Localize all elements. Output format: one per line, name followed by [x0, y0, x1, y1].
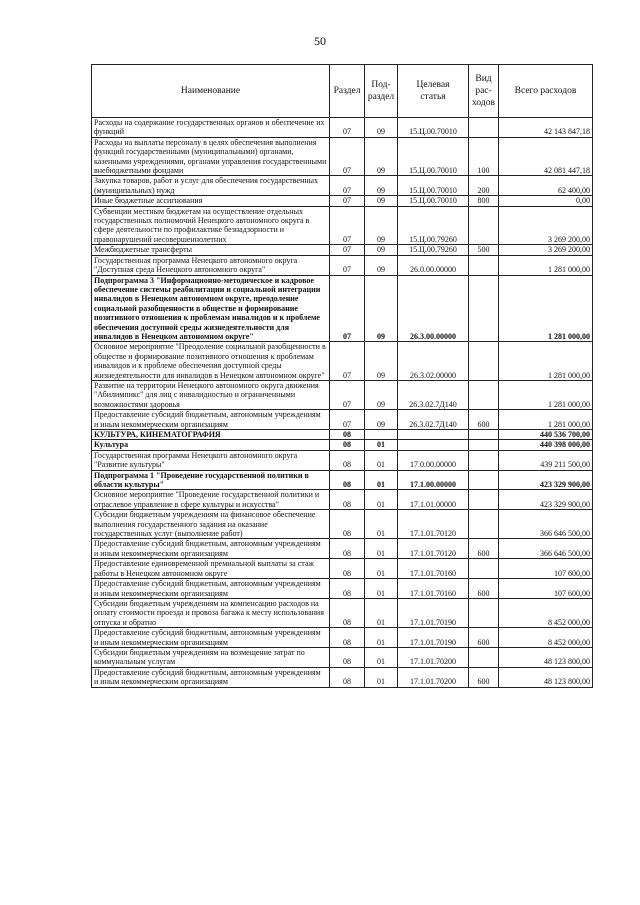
budget-table [91, 64, 593, 688]
row-total: 8 452 000,00 [499, 598, 593, 627]
row-total: 366 646 500,00 [499, 539, 593, 559]
row-subsection: 09 [365, 245, 398, 255]
row-name: Предоставление субсидий бюджетным, автономным учреждениям и иным некоммерческим организациям [92, 410, 330, 430]
row-total: 1 281 000,00 [499, 342, 593, 381]
row-total: 3 269 200,00 [499, 206, 593, 245]
row-target: 17.1.01.70190 [398, 598, 469, 627]
row-subsection: 09 [365, 118, 398, 138]
header-total: Всего расходов [499, 65, 593, 118]
table-row [92, 245, 593, 255]
row-total: 1 281 000,00 [499, 275, 593, 342]
row-section: 08 [330, 510, 365, 539]
row-expense-type [469, 430, 499, 440]
row-total: 48 123 800,00 [499, 647, 593, 667]
table-row [92, 430, 593, 440]
row-subsection: 01 [365, 628, 398, 648]
table-row [92, 490, 593, 510]
row-name: Иные бюджетные ассигнования [92, 196, 330, 206]
table-row [92, 539, 593, 559]
page-number: 50 [314, 34, 326, 48]
table-row [92, 628, 593, 648]
row-name: Межбюджетные трансферты [92, 245, 330, 255]
row-section: 08 [330, 490, 365, 510]
row-expense-type [469, 647, 499, 667]
row-name: Культура [92, 440, 330, 450]
row-subsection: 01 [365, 559, 398, 579]
row-total: 440 398 000,00 [499, 440, 593, 450]
table-row [92, 275, 593, 342]
table-row [92, 255, 593, 275]
row-target: 26.3.02.7Д140 [398, 410, 469, 430]
table-row [92, 410, 593, 430]
row-subsection: 01 [365, 667, 398, 687]
table-row [92, 559, 593, 579]
row-subsection: 01 [365, 490, 398, 510]
table-row [92, 510, 593, 539]
header-target: Целевая статья [398, 65, 469, 118]
row-target [398, 430, 469, 440]
row-subsection: 09 [365, 342, 398, 381]
row-target: 17.1.01.70190 [398, 628, 469, 648]
row-expense-type [469, 118, 499, 138]
row-total: 107 600,00 [499, 559, 593, 579]
row-name: Предоставление субсидий бюджетным, автономным учреждениям и иным некоммерческим организациям [92, 539, 330, 559]
table-row [92, 440, 593, 450]
row-name: Предоставление субсидий бюджетным, автономным учреждениям и иным некоммерческим организациям [92, 579, 330, 599]
row-total: 1 281 000,00 [499, 255, 593, 275]
row-name: Субвенции местным бюджетам на осуществление отдельных государственных полномочий Ненецкого автономного округа в сфере деятельности по профилактике безнадзорности и правонарушений несовершеннолетних [92, 206, 330, 245]
header-expense-type: Вид рас- ходов [469, 65, 499, 118]
row-expense-type: 600 [469, 579, 499, 599]
table-row [92, 579, 593, 599]
table-row [92, 470, 593, 490]
row-expense-type: 600 [469, 667, 499, 687]
row-name: Основное мероприятие "Преодоление социальной разобщенности в обществе и формирование позитивного отношения к проблемам инвалидов и к проблеме обеспечения доступной среды жизнедеятельности для инвалидов в Ненецком автономном округе" [92, 342, 330, 381]
row-subsection: 09 [365, 410, 398, 430]
row-target: 15.Ц.00.70010 [398, 196, 469, 206]
row-target: 15.Ц.00.70010 [398, 118, 469, 138]
row-target: 26.0.00.00000 [398, 255, 469, 275]
row-target: 17.1.01.70200 [398, 647, 469, 667]
row-section: 07 [330, 342, 365, 381]
row-subsection: 09 [365, 255, 398, 275]
row-name: Основное мероприятие "Проведение государственной политики и отраслевое управление в сфере культуры и искусства" [92, 490, 330, 510]
row-name: Развитие на территории Ненецкого автономного округа движения "Абилимпикс" для лиц с инвалидностью и ограниченными возможностями здоровья [92, 380, 330, 409]
header-section: Раздел [330, 65, 365, 118]
row-expense-type [469, 490, 499, 510]
row-section: 07 [330, 176, 365, 196]
row-expense-type [469, 380, 499, 409]
row-section: 08 [330, 470, 365, 490]
row-total: 440 536 700,00 [499, 430, 593, 440]
row-subsection: 09 [365, 206, 398, 245]
row-target: 26.3.02.7Д140 [398, 380, 469, 409]
row-subsection: 01 [365, 510, 398, 539]
row-expense-type: 200 [469, 176, 499, 196]
row-section: 07 [330, 137, 365, 176]
table-row [92, 450, 593, 470]
row-name: Расходы на содержание государственных органов и обеспечение их функций [92, 118, 330, 138]
row-expense-type: 600 [469, 410, 499, 430]
row-section: 08 [330, 647, 365, 667]
row-total: 1 281 000,00 [499, 380, 593, 409]
row-target: 17.1.01.70120 [398, 510, 469, 539]
row-subsection [365, 430, 398, 440]
row-total: 8 452 000,00 [499, 628, 593, 648]
row-section: 08 [330, 430, 365, 440]
row-name: Подпрограмма 1 "Проведение государственной политики в области культуры" [92, 470, 330, 490]
row-subsection: 01 [365, 470, 398, 490]
row-subsection: 09 [365, 380, 398, 409]
table-row [92, 667, 593, 687]
row-total: 366 646 500,00 [499, 510, 593, 539]
row-subsection: 01 [365, 450, 398, 470]
row-subsection: 01 [365, 539, 398, 559]
table-row [92, 647, 593, 667]
row-target: 17.0.00.00000 [398, 450, 469, 470]
row-name: Субсидии бюджетным учреждениям на финансовое обеспечение выполнения государственного задания на оказание государственных услуг (выполнение работ) [92, 510, 330, 539]
row-name: Подпрограмма 3 "Информационно-методическое и кадровое обеспечение системы реабилитации и социальной интеграции инвалидов в Ненецком автономном округе, преодоление социальной разобщенности в обществе и формирование позитивного отношения к проблемам инвалидов и к проблеме обеспечения доступной среды жизнедеятельности для инвалидов в Ненецком автономном округе" [92, 275, 330, 342]
table-row [92, 137, 593, 176]
row-target: 15.Ц.00.79260 [398, 245, 469, 255]
row-expense-type: 100 [469, 137, 499, 176]
row-target: 17.1.01.70160 [398, 579, 469, 599]
row-target [398, 440, 469, 450]
row-section: 08 [330, 559, 365, 579]
header-name: Наименование [92, 65, 330, 118]
row-name: Закупка товаров, работ и услуг для обеспечения государственных (муниципальных) нужд [92, 176, 330, 196]
row-total: 42 143 847,18 [499, 118, 593, 138]
table-row [92, 342, 593, 381]
row-expense-type: 600 [469, 628, 499, 648]
row-total: 107 600,00 [499, 579, 593, 599]
row-subsection: 09 [365, 137, 398, 176]
row-section: 07 [330, 196, 365, 206]
row-target: 15.Ц.00.79260 [398, 206, 469, 245]
row-subsection: 09 [365, 176, 398, 196]
row-expense-type [469, 559, 499, 579]
row-name: Субсидии бюджетным учреждениям на возмещение затрат по коммунальным услугам [92, 647, 330, 667]
row-name: КУЛЬТУРА, КИНЕМАТОГРАФИЯ [92, 430, 330, 440]
row-section: 08 [330, 628, 365, 648]
table-row [92, 206, 593, 245]
row-name: Предоставление субсидий бюджетным, автономным учреждениям и иным некоммерческим организациям [92, 628, 330, 648]
row-subsection: 09 [365, 275, 398, 342]
row-expense-type [469, 275, 499, 342]
table-row [92, 196, 593, 206]
row-expense-type [469, 255, 499, 275]
row-total: 1 281 000,00 [499, 410, 593, 430]
row-expense-type: 600 [469, 539, 499, 559]
row-expense-type [469, 440, 499, 450]
row-section: 07 [330, 255, 365, 275]
row-name: Государственная программа Ненецкого автономного округа "Развитие культуры" [92, 450, 330, 470]
row-target: 26.3.02.00000 [398, 342, 469, 381]
row-section: 07 [330, 118, 365, 138]
row-section: 08 [330, 440, 365, 450]
row-name: Государственная программа Ненецкого автономного округа "Доступная среда Ненецкого автономного округа" [92, 255, 330, 275]
row-target: 17.1.00.00000 [398, 470, 469, 490]
row-total: 48 123 800,00 [499, 667, 593, 687]
row-subsection: 01 [365, 440, 398, 450]
row-subsection: 01 [365, 647, 398, 667]
row-section: 08 [330, 450, 365, 470]
row-expense-type [469, 510, 499, 539]
row-target: 17.1.01.70200 [398, 667, 469, 687]
row-subsection: 01 [365, 579, 398, 599]
row-total: 42 081 447,18 [499, 137, 593, 176]
row-target: 15.Ц.00.70010 [398, 137, 469, 176]
row-subsection: 01 [365, 598, 398, 627]
row-target: 17.1.01.70120 [398, 539, 469, 559]
row-total: 423 329 900,00 [499, 490, 593, 510]
row-section: 08 [330, 539, 365, 559]
row-target: 26.3.00.00000 [398, 275, 469, 342]
row-target: 15.Ц.00.70010 [398, 176, 469, 196]
row-name: Субсидии бюджетным учреждениям на компенсацию расходов на оплату стоимости проезда и провоза багажа к месту использования отпуска и обратно [92, 598, 330, 627]
row-name: Предоставление единовременной премиальной выплаты за стаж работы в Ненецком автономном округе [92, 559, 330, 579]
row-expense-type [469, 598, 499, 627]
table-row [92, 176, 593, 196]
table-row [92, 118, 593, 138]
row-section: 07 [330, 380, 365, 409]
header-subsection: Под- раздел [365, 65, 398, 118]
row-section: 07 [330, 275, 365, 342]
row-name: Предоставление субсидий бюджетным, автономным учреждениям и иным некоммерческим организациям [92, 667, 330, 687]
row-section: 08 [330, 579, 365, 599]
row-section: 08 [330, 598, 365, 627]
row-section: 07 [330, 206, 365, 245]
row-expense-type [469, 470, 499, 490]
table-row [92, 380, 593, 409]
row-section: 07 [330, 245, 365, 255]
table-row [92, 598, 593, 627]
row-target: 17.1.01.70160 [398, 559, 469, 579]
table-header-row [92, 65, 593, 118]
row-total: 423 329 900,00 [499, 470, 593, 490]
row-total: 3 269 200,00 [499, 245, 593, 255]
row-expense-type: 500 [469, 245, 499, 255]
row-expense-type: 800 [469, 196, 499, 206]
row-section: 07 [330, 410, 365, 430]
row-target: 17.1.01.00000 [398, 490, 469, 510]
row-name: Расходы на выплаты персоналу в целях обеспечения выполнения функций государственными (муниципальными) органами, казенными учреждениями, органами управления государственными внебюджетными фондами [92, 137, 330, 176]
row-total: 62 400,00 [499, 176, 593, 196]
row-section: 08 [330, 667, 365, 687]
row-subsection: 09 [365, 196, 398, 206]
row-expense-type [469, 450, 499, 470]
row-expense-type [469, 342, 499, 381]
row-total: 0,00 [499, 196, 593, 206]
row-expense-type [469, 206, 499, 245]
row-total: 439 211 500,00 [499, 450, 593, 470]
